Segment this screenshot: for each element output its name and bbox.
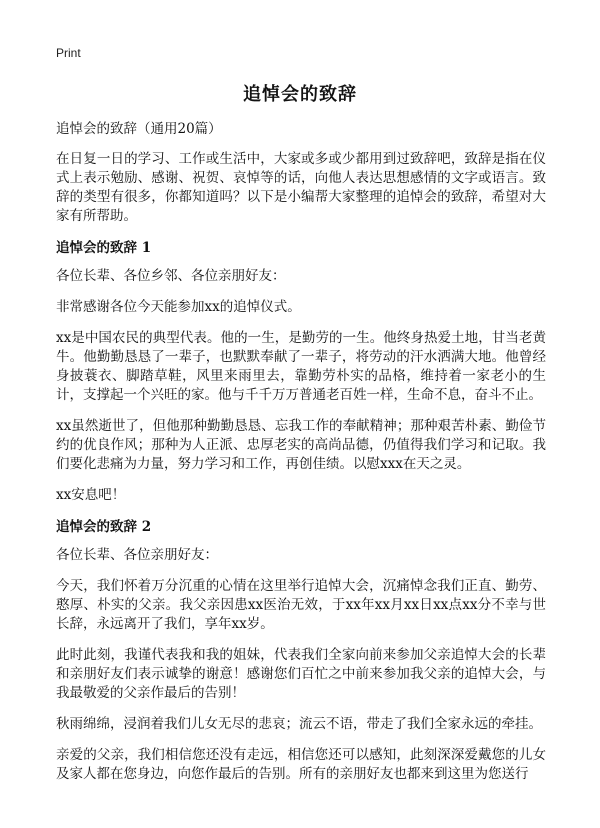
paragraph: 各位长辈、各位乡邻、各位亲朋好友： [56,268,286,284]
paragraph: xx虽然逝世了，但他那种勤勤恳恳、忘我工作的奉献精神；那种艰苦朴素、勤俭节约的优良作风；那种为人正派、忠厚老实的高尚品德，仍值得我们学习和记取。我们要化悲痛为力量，努力学习和工作，再创佳绩。以慰xxx在天之灵。 [56,418,546,472]
document-subtitle: 追悼会的致辞（通用20篇） [56,121,222,137]
page-title: 追悼会的致辞 [243,84,357,105]
document-body [56,119,546,796]
paragraph: xx是中国农民的典型代表。他的一生，是勤劳的一生。他终身热爱土地，甘当老黄牛。他勤勤恳恳了一辈子，也默默奉献了一辈子，将劳动的汗水洒满大地。他曾经身披蓑衣、脚踏草鞋，风里来雨里去，靠勤劳朴实的品格，维持着一家老小的生计，支撑起一个兴旺的家。他与千千万万普通老百姓一样，生命不息，奋斗不止。 [56,330,546,403]
paragraph: 此时此刻，我谨代表我和我的姐妹，代表我们全家向前来参加父亲追悼大会的长辈和亲朋好友们表示诚挚的谢意！感谢您们百忙之中前来参加我父亲的追悼大会，与我最敬爱的父亲作最后的告别！ [56,647,546,701]
print-link[interactable]: Print [56,46,81,60]
paragraph: 今天，我们怀着万分沉重的心情在这里举行追悼大会，沉痛悼念我们正直、勤劳、憨厚、朴实的父亲。我父亲因患xx医治无效，于xx年xx月xx日xx点xx分不幸与世长辞，永远离开了我们，享年xx岁。 [56,578,546,632]
section-heading: 追悼会的致辞 1 [56,240,152,256]
section-2 [56,517,546,784]
paragraph: xx安息吧！ [56,487,126,503]
section-heading: 追悼会的致辞 2 [56,519,152,535]
section-1 [56,238,546,505]
paragraph: 非常感谢各位今天能参加xx的追悼仪式。 [56,299,301,315]
paragraph: 秋雨绵绵，浸润着我们儿女无尽的悲哀；流云不语，带走了我们全家永远的牵挂。 [56,716,542,732]
paragraph: 亲爱的父亲，我们相信您还没有走远，相信您还可以感知，此刻深深爱戴您的儿女及家人都在您身边，向您作最后的告别。所有的亲朋好友也都来到这里为您送行 [56,747,546,782]
paragraph: 各位长辈、各位亲朋好友： [56,547,218,563]
intro-paragraph: 在日复一日的学习、工作或生活中，大家或多或少都用到过致辞吧，致辞是指在仪式上表示勉励、感谢、祝贺、哀悼等的话，向他人表达思想感情的文字或语言。致辞的类型有很多，你都知道吗？以下是小编帮大家整理的追悼会的致辞，希望对大家有所帮助。 [56,151,546,224]
